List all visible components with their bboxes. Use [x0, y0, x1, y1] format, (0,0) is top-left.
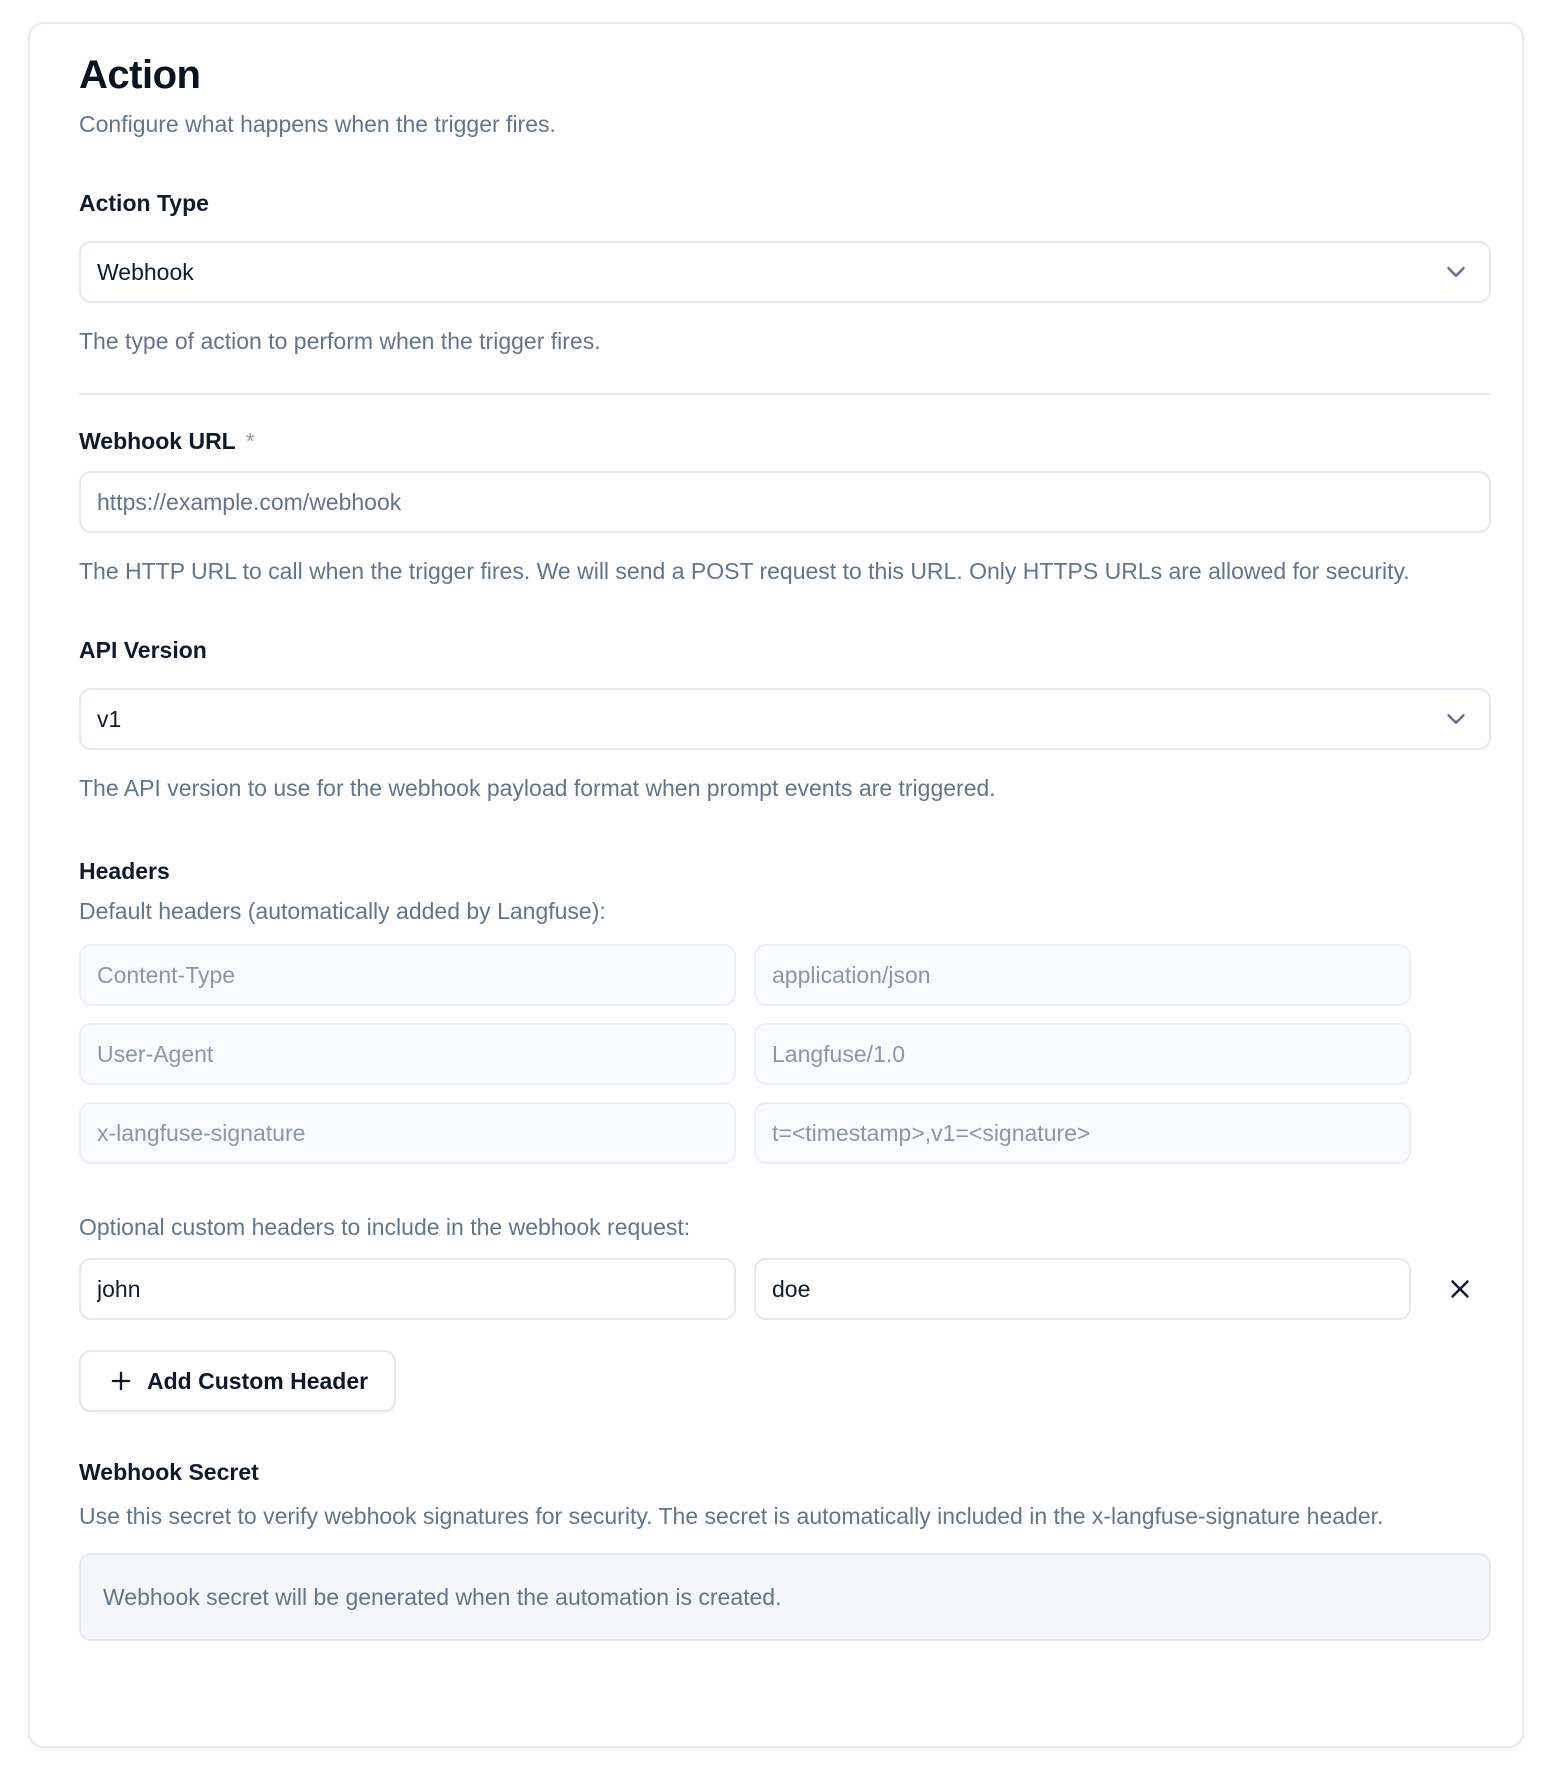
required-marker: *	[245, 428, 255, 454]
webhook-secret-placeholder-text: Webhook secret will be generated when the automation is created.	[103, 1584, 782, 1610]
webhook-url-help: The HTTP URL to call when the trigger fires. We will send a POST request to this URL. Only HTTPS URLs are allowed for security.	[79, 558, 1410, 584]
api-version-help: The API version to use for the webhook payload format when prompt events are triggered.	[79, 775, 996, 801]
custom-headers-caption: Optional custom headers to include in the webhook request:	[79, 1214, 691, 1240]
default-header-key-input	[79, 1102, 736, 1164]
api-version-select[interactable]	[79, 688, 1491, 750]
add-custom-header-label: Add Custom Header	[147, 1367, 369, 1394]
webhook-url-label-text: Webhook URL	[79, 428, 236, 454]
webhook-secret-placeholder-box	[79, 1553, 1491, 1641]
default-header-value-input	[754, 1102, 1411, 1164]
webhook-secret-help: Use this secret to verify webhook signatures for security. The secret is automatically included in the x-langfuse-signature header.	[79, 1503, 1384, 1529]
default-header-row	[79, 1102, 1491, 1164]
default-header-key-input	[79, 1023, 736, 1085]
action-type-label: Action Type	[79, 190, 209, 216]
add-custom-header-button[interactable]	[79, 1350, 396, 1412]
headers-label: Headers	[79, 858, 170, 884]
chevron-down-icon	[1441, 257, 1471, 287]
section-divider	[79, 393, 1491, 395]
custom-header-key-input[interactable]	[79, 1258, 736, 1320]
x-icon	[1445, 1274, 1475, 1304]
action-type-value: Webhook	[97, 258, 194, 285]
default-header-value-input	[754, 1023, 1411, 1085]
webhook-secret-label: Webhook Secret	[79, 1459, 259, 1485]
chevron-down-icon	[1441, 704, 1471, 734]
default-header-value-input	[754, 944, 1411, 1006]
webhook-url-label	[79, 427, 1491, 455]
action-type-help: The type of action to perform when the trigger fires.	[79, 328, 601, 354]
custom-header-value-input[interactable]	[754, 1258, 1411, 1320]
api-version-value: v1	[97, 705, 122, 732]
page-title: Action	[79, 53, 201, 97]
remove-header-button[interactable]	[1437, 1266, 1483, 1312]
default-header-row	[79, 944, 1491, 1006]
default-header-key-input	[79, 944, 736, 1006]
action-config-card	[28, 22, 1524, 1748]
custom-header-row	[79, 1258, 1491, 1320]
api-version-label: API Version	[79, 637, 207, 663]
webhook-url-input[interactable]	[79, 471, 1491, 533]
default-headers-caption: Default headers (automatically added by Langfuse):	[79, 898, 606, 924]
default-header-row	[79, 1023, 1491, 1085]
action-type-select[interactable]	[79, 241, 1491, 303]
page-subtitle: Configure what happens when the trigger fires.	[79, 111, 556, 137]
plus-icon	[107, 1367, 135, 1395]
